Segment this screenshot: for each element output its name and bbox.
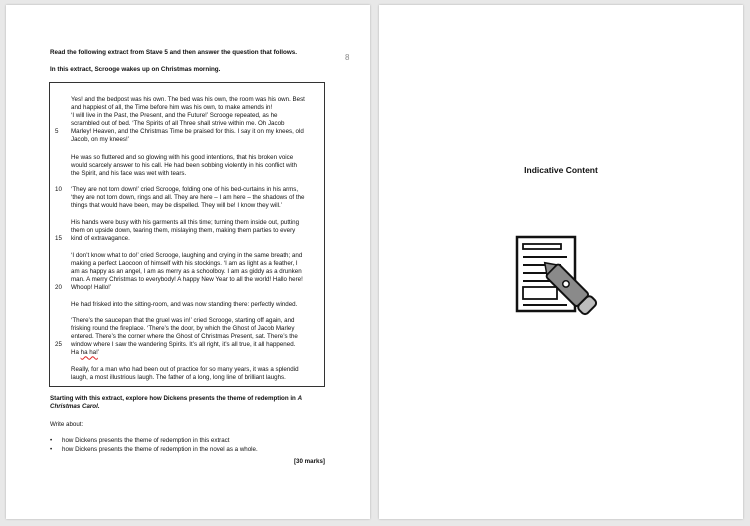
bullet-text: how Dickens presents the theme of redemption in this extract xyxy=(62,437,230,444)
extract-line: ‘There’s the saucepan that the gruel was in!’ cried Scrooge, starting off again, and xyxy=(71,317,295,324)
bullet-item xyxy=(50,446,258,453)
novel-title: A xyxy=(297,395,303,402)
extract-paragraph-2 xyxy=(71,154,319,178)
bullet-item xyxy=(50,437,230,444)
extract-line: His hands were busy with his garments all this time; turning them inside out, putting xyxy=(71,219,300,226)
line-number: 25 xyxy=(55,341,62,348)
extract-line: scrambled out of bed. ‘The Spirits of all Three shall strive within me. Oh Jacob xyxy=(71,120,285,128)
extract-line: Really, for a man who had been out of practice for so many years, it was a splendid xyxy=(71,366,299,373)
question-line xyxy=(50,403,330,411)
extract-paragraph-1 xyxy=(71,96,319,145)
line-number: 20 xyxy=(55,284,62,291)
extract-line: window where I saw the wandering Spirits. It’s all right, it’s all true, it all happened. xyxy=(71,341,296,349)
extract-line: ‘They are not torn down!’ cried Scrooge, folding one of his bed-curtains in his arms, xyxy=(71,186,299,193)
line-number: 5 xyxy=(55,128,59,135)
extract-line xyxy=(71,349,319,357)
indicative-content-title: Indicative Content xyxy=(524,165,598,175)
extract-paragraph-5 xyxy=(71,252,319,292)
extract-line: ‘I will live in the Past, the Present, and the Future!’ Scrooge repeated, as he xyxy=(71,112,278,120)
extract-line: making a perfect Laocoon of himself with his stockings. ‘I am as light as a feather, I xyxy=(71,260,298,268)
marks-label: [30 marks] xyxy=(294,458,325,465)
page-number: 8 xyxy=(345,53,350,62)
document-with-pen-icon xyxy=(515,235,607,325)
novel-title: Christmas Carol xyxy=(50,403,98,411)
extract-line: laugh, a most illustrious laugh. The father of a long, long line of brilliant laughs. xyxy=(71,374,286,382)
extract-line: entered. There’s the corner where the Ghost of Christmas Present, sat. There’s the xyxy=(71,333,298,341)
extract-line: He was so fluttered and so glowing with his good intentions, that his broken voice xyxy=(71,154,294,161)
extract-line: ‘I don’t know what to do!’ cried Scrooge, laughing and crying in the same breath; and xyxy=(71,252,303,259)
text-run: Ha xyxy=(71,349,81,357)
extract-line: am as happy as an angel, I am as merry as a schoolboy. I am as giddy as a drunken xyxy=(71,268,302,276)
extract-paragraph-3 xyxy=(71,186,319,210)
question-text-run: . xyxy=(97,403,100,411)
extract-line: frisking round the fireplace. ‘There’s the door, by which the Ghost of Jacob Marley xyxy=(71,325,295,333)
extract-line: man. A merry Christmas to everybody! A happy New Year to all the world! Hallo here! xyxy=(71,276,303,284)
extract-line: Jacob, on my knees!’ xyxy=(71,136,130,144)
extract-paragraph-7 xyxy=(71,317,319,357)
extract-line: Whoop! Hallo!’ xyxy=(71,284,112,292)
extract-paragraph-6 xyxy=(71,301,319,309)
extract-paragraph-8 xyxy=(71,366,319,382)
right-page xyxy=(379,5,743,519)
extract-box xyxy=(49,82,325,387)
text-run: ’ xyxy=(97,349,100,357)
extract-line: things that would have been, may be dispelled. They will be! I know they will.’ xyxy=(71,202,283,210)
extract-line: Marley! Heaven, and the Christmas Time be praised for this. I say it on my knees, old xyxy=(71,128,304,136)
bullet-text: how Dickens presents the theme of redemption in the novel as a whole. xyxy=(62,446,258,453)
extract-line: them on upside down, tearing them, mislaying them, making them parties to every xyxy=(71,227,296,235)
left-page xyxy=(6,5,370,519)
question-text xyxy=(50,395,330,411)
question-line xyxy=(50,395,330,403)
context-heading: In this extract, Scrooge wakes up on Christmas morning. xyxy=(50,66,221,73)
extract-line: He had frisked into the sitting-room, and was now standing there: perfectly winded. xyxy=(71,301,298,308)
line-number: 15 xyxy=(55,235,62,242)
instruction-heading: Read the following extract from Stave 5 and then answer the question that follows. xyxy=(50,49,298,56)
extract-line: Yes! and the bedpost was his own. The bed was his own, the room was his own. Best xyxy=(71,96,305,103)
extract-line: and happiest of all, the Time before him was his own, to make amends in! xyxy=(71,104,273,112)
extract-line: would scarcely answer to his call. He had been sobbing violently in his conflict with xyxy=(71,162,297,170)
extract-line: the Spirit, and his face was wet with tears. xyxy=(71,170,187,178)
extract-line: kind of extravagance. xyxy=(71,235,130,243)
question-text-run: Starting with this extract, explore how Dickens presents the theme of redemption in xyxy=(50,395,296,402)
extract-paragraph-4 xyxy=(71,219,319,243)
spellcheck-flagged-text: ha ha! xyxy=(80,349,98,357)
bullet-icon: • xyxy=(50,446,53,453)
write-about-label: Write about: xyxy=(50,421,84,428)
bullet-icon: • xyxy=(50,437,53,444)
line-number: 10 xyxy=(55,186,62,193)
extract-line: ‘they are not torn down, rings and all. They are here – I am here – the shadows of the xyxy=(71,194,305,202)
